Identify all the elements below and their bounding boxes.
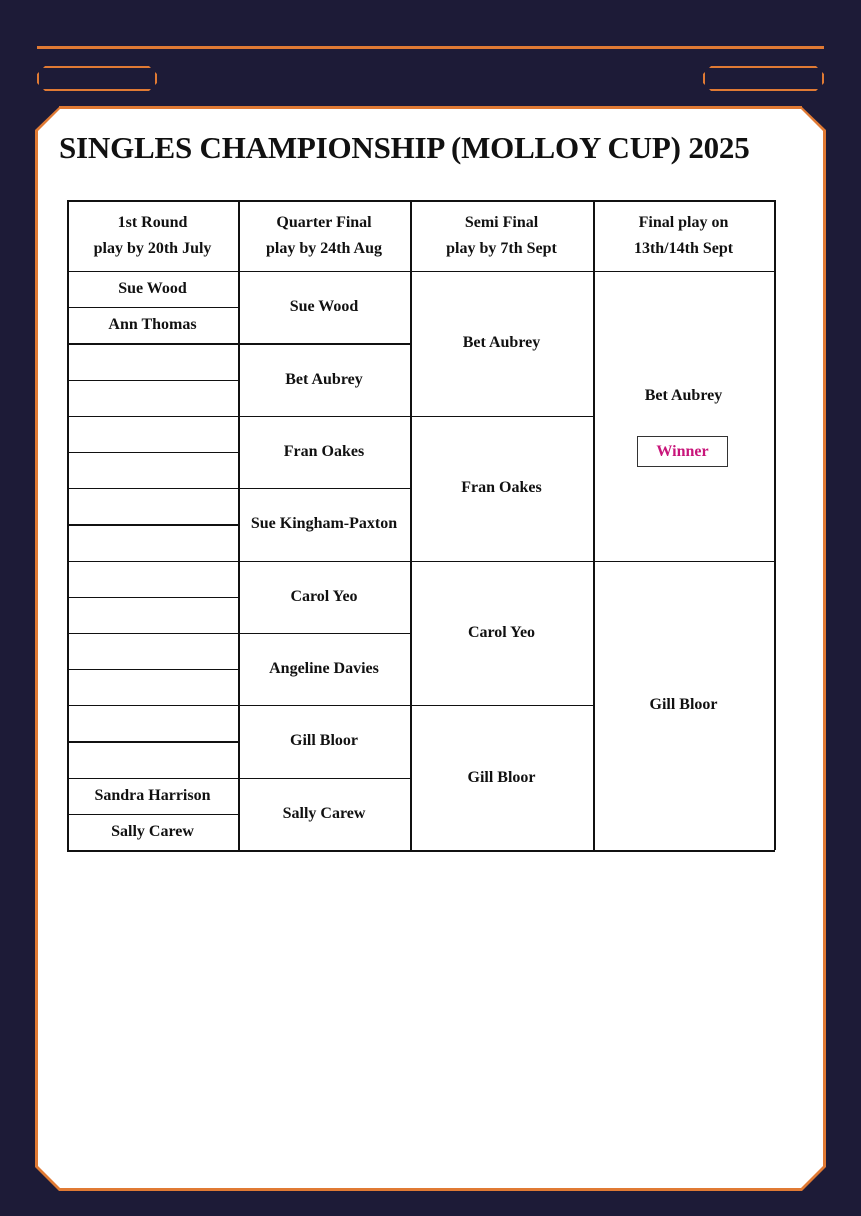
first-round-slot: [67, 669, 238, 705]
final-slot: Gill Bloor: [649, 696, 718, 714]
left-tab-ornament: [37, 66, 157, 91]
quarter-final-slot: Sally Carew: [282, 804, 366, 822]
table-border-bottom: [67, 850, 775, 852]
first-round-divider: [67, 705, 240, 706]
first-round-divider: [67, 741, 240, 742]
winner-label-box: Winner: [637, 436, 728, 467]
first-round-divider: [67, 488, 240, 489]
first-round-divider: [67, 597, 240, 598]
first-round-slot: [67, 597, 238, 633]
quarter-final-divider: [238, 633, 410, 634]
first-round-slot: [67, 741, 238, 777]
first-round-divider: [67, 814, 240, 815]
semi-final-divider: [410, 705, 593, 706]
first-round-slot: [67, 705, 238, 741]
column-header-line1: Quarter Final: [276, 213, 372, 231]
first-round-divider: [67, 524, 240, 525]
quarter-final-slot: Bet Aubrey: [285, 370, 363, 388]
semi-final-slot: Bet Aubrey: [462, 334, 541, 352]
first-round-slot: [67, 452, 238, 488]
column-header-line2: play by 7th Sept: [446, 239, 557, 257]
column-header-line1: 1st Round: [117, 213, 188, 231]
first-round-divider: [67, 561, 240, 562]
quarter-final-divider: [238, 343, 410, 344]
first-round-divider: [67, 633, 240, 634]
quarter-final-divider: [238, 561, 410, 562]
quarter-final-slot: Angeline Davies: [269, 660, 379, 678]
page-title: SINGLES CHAMPIONSHIP (MOLLOY CUP) 2025: [59, 130, 750, 165]
semi-final-slot: Fran Oakes: [461, 479, 542, 497]
column-header: [67, 200, 238, 271]
semi-final-slot: Carol Yeo: [467, 623, 536, 641]
column-header: [593, 200, 774, 271]
first-round-slot: Sue Wood: [118, 280, 187, 298]
column-header-line2: play by 20th July: [93, 239, 212, 257]
column-header-line2: 13th/14th Sept: [633, 239, 734, 257]
first-round-slot: [67, 633, 238, 669]
quarter-final-slot: Fran Oakes: [283, 442, 365, 460]
quarter-final-slot: Sue Kingham-Paxton: [250, 515, 398, 533]
quarter-final-slot: Carol Yeo: [290, 587, 358, 605]
first-round-divider: [67, 452, 240, 453]
column-header: [238, 200, 410, 271]
first-round-slot: Sandra Harrison: [94, 786, 211, 804]
final-slot: Bet Aubrey: [644, 387, 723, 404]
first-round-slot: Sally Carew: [111, 822, 194, 840]
first-round-slot: Ann Thomas: [108, 316, 197, 334]
top-rule: [37, 46, 824, 49]
column-header-line1: Final play on: [638, 213, 729, 231]
first-round-divider: [67, 416, 240, 417]
first-round-slot: [67, 343, 238, 379]
right-tab-ornament: [703, 66, 824, 91]
semi-final-slot: Gill Bloor: [467, 768, 536, 786]
first-round-divider: [67, 343, 240, 344]
column-header-line1: Semi Final: [464, 213, 539, 231]
first-round-divider: [67, 307, 240, 308]
first-round-slot: [67, 524, 238, 560]
first-round-divider: [67, 669, 240, 670]
semi-final-divider: [410, 561, 593, 562]
first-round-slot: [67, 561, 238, 597]
semi-final-divider: [410, 416, 593, 417]
first-round-divider: [67, 380, 240, 381]
quarter-final-divider: [238, 778, 410, 779]
column-header-line2: play by 24th Aug: [265, 239, 383, 257]
quarter-final-divider: [238, 416, 410, 417]
quarter-final-slot: Gill Bloor: [290, 732, 358, 750]
quarter-final-slot: Sue Wood: [289, 298, 359, 316]
column-divider-4: [774, 200, 776, 850]
quarter-final-divider: [238, 488, 410, 489]
first-round-slot: [67, 416, 238, 452]
first-round-slot: [67, 488, 238, 524]
quarter-final-divider: [238, 705, 410, 706]
first-round-divider: [67, 778, 240, 779]
column-header: [410, 200, 593, 271]
final-divider: [593, 561, 774, 562]
first-round-slot: [67, 380, 238, 416]
